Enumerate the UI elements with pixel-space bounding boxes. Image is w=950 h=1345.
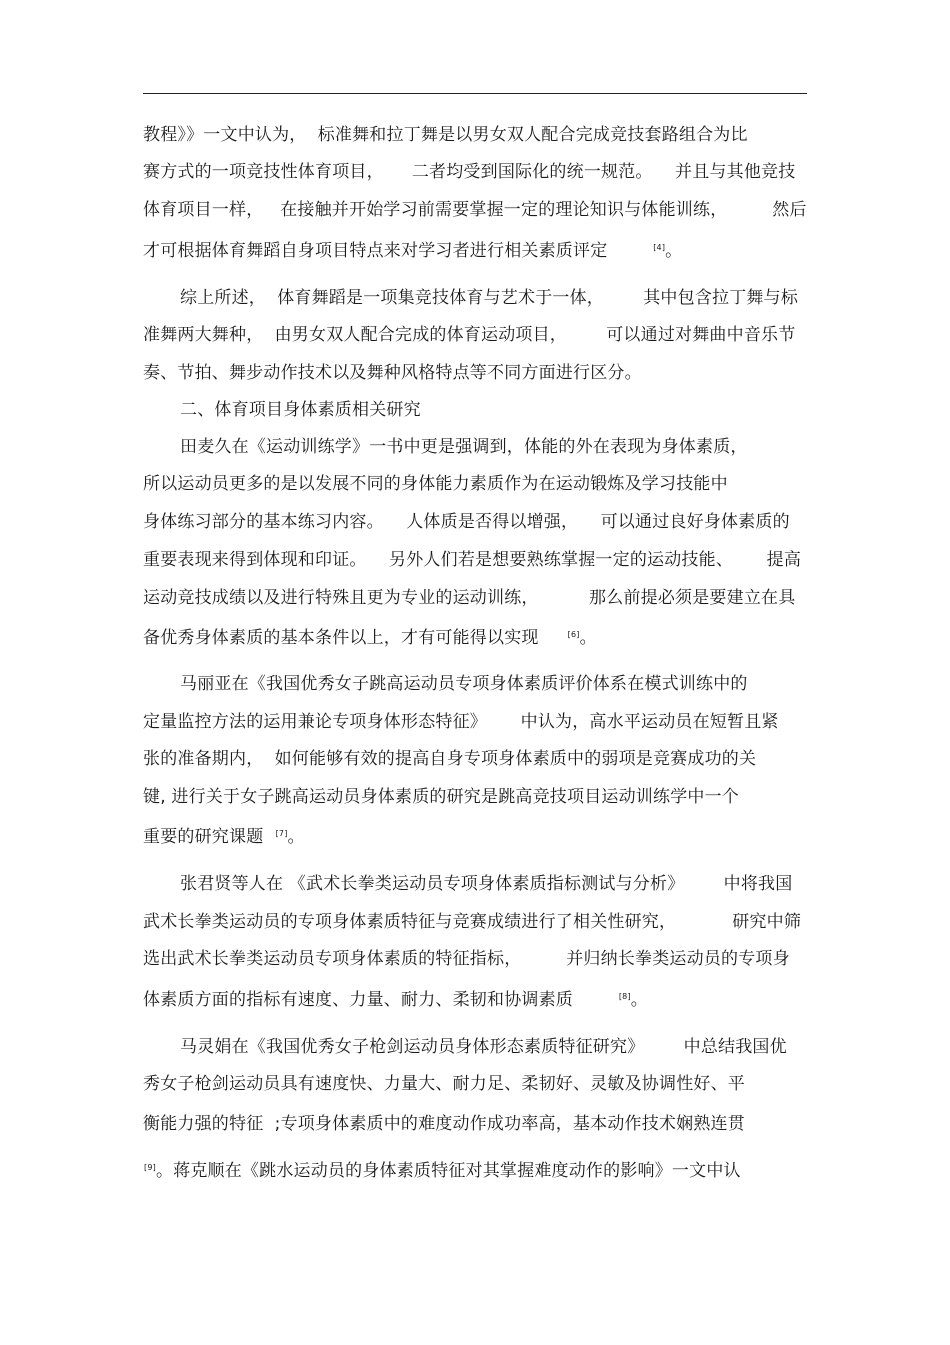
text-line: 重要表现来得到体现和印证。 另外人们若是想要熟练掌握一定的运动技能、 提高	[143, 550, 802, 570]
text-line: 马丽亚在《我国优秀女子跳高运动员专项身体素质评价体系在模式训练中的	[180, 674, 748, 694]
citation-ref: [4]	[653, 243, 666, 252]
text-line: 衡能力强的特征 ;专项身体素质中的难度动作成功率高，基本动作技术娴熟连贯	[143, 1114, 745, 1134]
text-line: [9]。蒋克顺在《跳水运动员的身体素质特征对其掌握难度动作的影响》一文中认	[144, 1161, 741, 1181]
text-line: 运动竞技成绩以及进行特殊且更为专业的运动训练， 那么前提必须是要建立在具	[143, 588, 796, 608]
citation-ref: [7]	[275, 829, 288, 838]
text-line: 选出武术长拳类运动员专项身体素质的特征指标， 并归纳长拳类运动员的专项身	[143, 949, 790, 969]
text-line: 张君贤等人在 《武术长拳类运动员专项身体素质指标测试与分析》 中将我国	[180, 874, 793, 894]
text-line: 才可根据体育舞蹈自身项目特点来对学习者进行相关素质评定 [4]。	[143, 241, 683, 261]
header-rule	[143, 93, 807, 94]
text-line: 所以运动员更多的是以发展不同的身体能力素质作为在运动锻炼及学习技能中	[143, 474, 728, 494]
text-line: 综上所述， 体育舞蹈是一项集竞技体育与艺术于一体， 其中包含拉丁舞与标	[180, 288, 799, 308]
citation-ref: [8]	[618, 992, 631, 1001]
text-line: 奏、节拍、舞步动作技术以及舞种风格特点等不同方面进行区分。	[143, 363, 642, 383]
text-line: 体育项目一样， 在接触并开始学习前需要掌握一定的理论知识与体能训练， 然后	[143, 200, 807, 220]
text-line: 秀女子枪剑运动员具有速度快、力量大、耐力足、柔韧好、灵敏及协调性好、平	[143, 1074, 745, 1094]
section-heading: 二、体育项目身体素质相关研究	[180, 400, 421, 420]
citation-ref: [9]	[144, 1163, 156, 1172]
text-line: 田麦久在《运动训练学》一书中更是强调到，体能的外在表现为身体素质，	[180, 437, 748, 457]
text-line: 武术长拳类运动员的专项身体素质特征与竞赛成绩进行了相关性研究， 研究中筛	[143, 912, 802, 932]
text-line: 重要的研究课题 [7]。	[143, 827, 305, 847]
citation-ref: [6]	[567, 630, 580, 639]
text-line: 赛方式的一项竞技性体育项目， 二者均受到国际化的统一规范。 并且与其他竞技	[143, 162, 796, 182]
text-line: 张的准备期内， 如何能够有效的提高自身专项身体素质中的弱项是竞赛成功的关	[143, 749, 757, 769]
text-line: 定量监控方法的运用兼论专项身体形态特征》 中认为，高水平运动员在短暂且紧	[143, 712, 779, 732]
text-line: 键, 进行关于女子跳高运动员身体素质的研究是跳高竞技项目运动训练学中一个	[143, 787, 740, 807]
text-line: 教程》》一文中认为， 标准舞和拉丁舞是以男女双人配合完成竞技套路组合为比	[143, 125, 748, 145]
text-line: 准舞两大舞种， 由男女双人配合完成的体育运动项目， 可以通过对舞曲中音乐节	[143, 325, 796, 345]
text-line: 马灵娟在《我国优秀女子枪剑运动员身体形态素质特征研究》 中总结我国优	[180, 1037, 787, 1057]
text-line: 备优秀身体素质的基本条件以上，才有可能得以实现 [6]。	[143, 628, 597, 648]
text-line: 身体练习部分的基本练习内容。 人体质是否得以增强， 可以通过良好身体素质的	[143, 512, 790, 532]
text-line: 体素质方面的指标有速度、力量、耐力、柔韧和协调素质 [8]。	[143, 990, 648, 1010]
